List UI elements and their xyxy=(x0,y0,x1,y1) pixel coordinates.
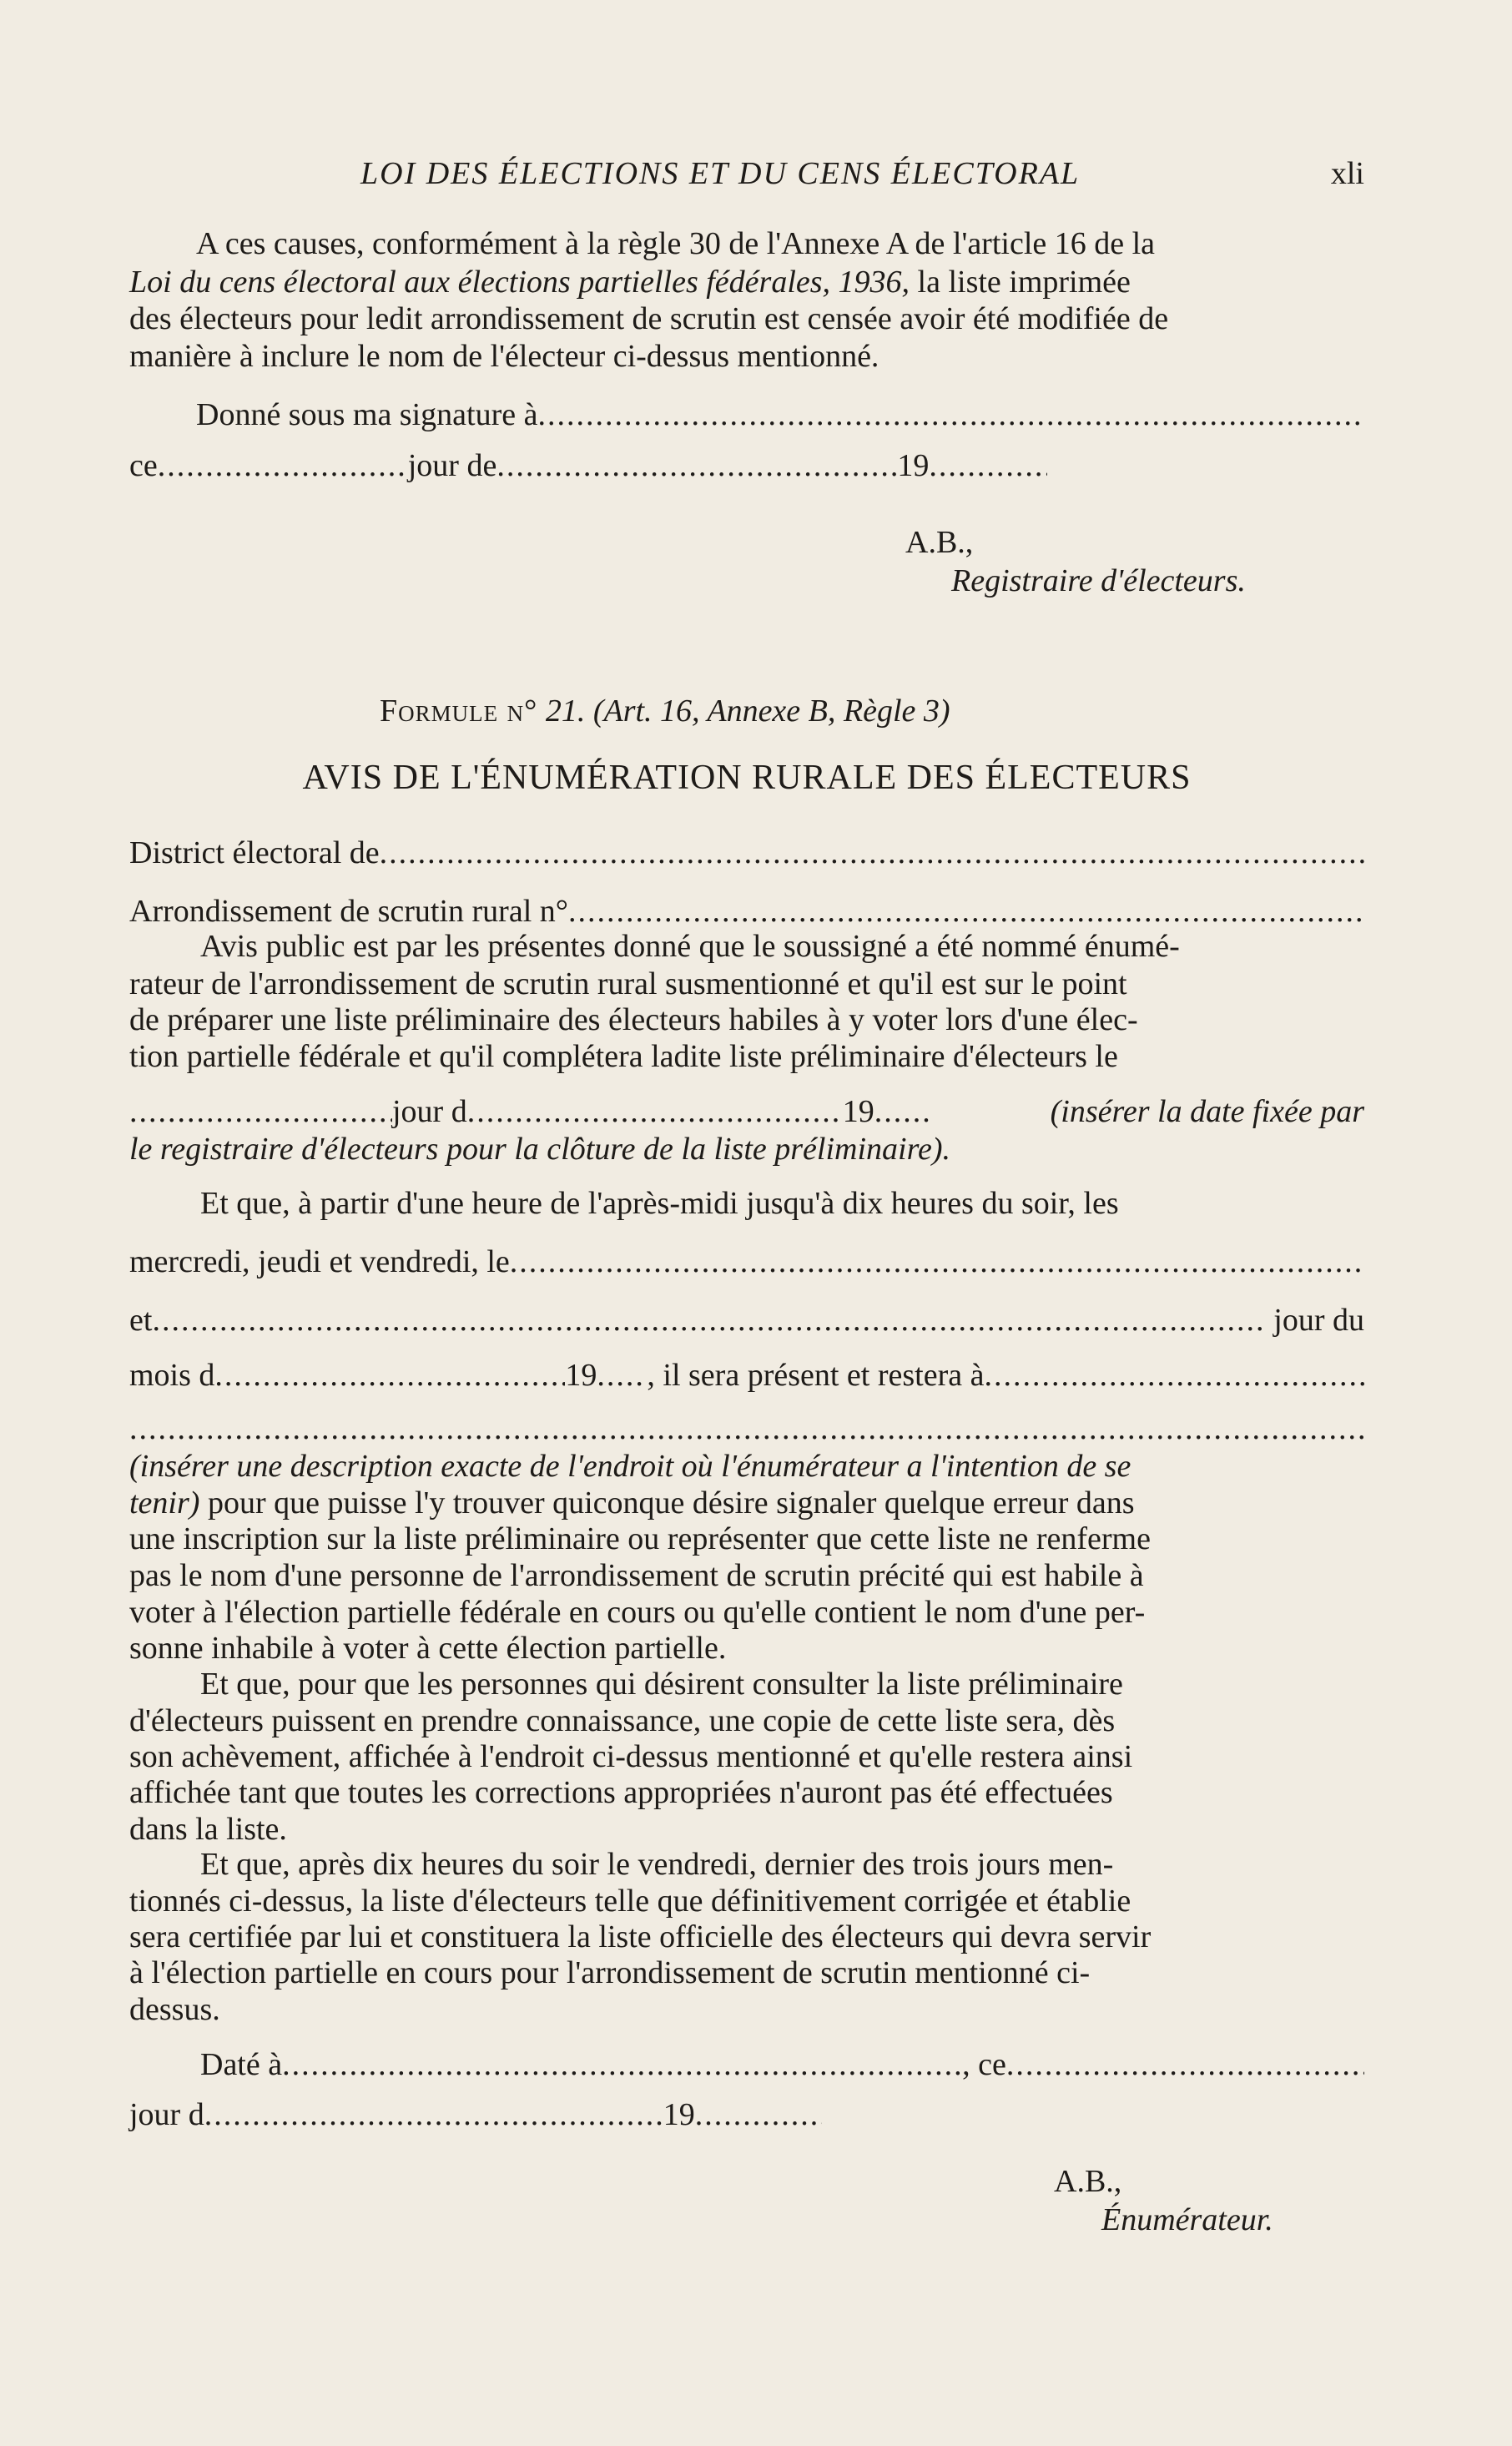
fill-dots xyxy=(152,1302,1265,1339)
jour-d-label: jour d xyxy=(129,2097,204,2132)
para-line: sera certifiée par lui et constituera la liste officielle des électeurs qui devra servir xyxy=(129,1919,1152,1954)
para-text: Et que, à partir d'une heure de l'après-midi jusqu'à dix heures du soir, les xyxy=(200,1186,1119,1221)
para-line: sonne inhabile à voter à cette élection partielle. xyxy=(129,1631,727,1666)
para-text: Et que, pour que les personnes qui désirent consulter la liste préliminaire xyxy=(200,1667,1123,1702)
para-line: tion partielle fédérale et qu'il complétera ladite liste préliminaire d'électeurs le xyxy=(129,1039,1118,1074)
arrondissement-line xyxy=(129,893,1364,930)
jour-de-label: jour de xyxy=(407,448,497,483)
ce-label: ce xyxy=(129,448,158,483)
days-line xyxy=(129,1243,1364,1280)
signatory-title-text: Registraire d'électeurs. xyxy=(951,563,1246,598)
para-line: des électeurs pour ledit arrondissement de scrutin est censée avoir été modifiée de xyxy=(129,301,1169,336)
para-line: dans la liste. xyxy=(129,1812,287,1847)
para-line: affichée tant que toutes les corrections appropriées n'auront pas été effectuées xyxy=(129,1775,1113,1810)
fill-dots xyxy=(129,1410,1364,1447)
year-label: 19 xyxy=(897,448,930,483)
mois-label: mois d xyxy=(129,1358,215,1393)
signatory-title xyxy=(951,562,1368,599)
para-line xyxy=(129,1846,1364,1883)
jour-d-line xyxy=(129,2096,822,2133)
para-line: dessus. xyxy=(129,1992,220,2027)
date-line xyxy=(129,447,1047,484)
para-line: manière à inclure le nom de l'électeur ci-dessus mentionné. xyxy=(129,339,879,374)
date-a-label: Daté à xyxy=(200,2047,283,2082)
signed-at-line xyxy=(129,396,1364,433)
fill-dots xyxy=(568,893,1364,930)
days-label: mercredi, jeudi et vendredi, le xyxy=(129,1244,510,1279)
para-line: d'électeurs puissent en prendre connaissance, une copie de cette liste sera, dès xyxy=(129,1703,1116,1738)
law-title-italic: Loi du cens électoral aux élections partielles fédérales, 1936, xyxy=(129,265,910,300)
year-label: 19 xyxy=(565,1358,597,1393)
form-label-caps: Formule n° xyxy=(380,693,538,729)
fill-dots xyxy=(510,1243,1364,1280)
fill-dots xyxy=(282,2046,962,2083)
para-line: son achèvement, affichée à l'endroit ci-dessus mentionné et qu'elle restera ainsi xyxy=(129,1739,1133,1774)
fill-dots xyxy=(467,1093,843,1130)
district-line xyxy=(129,835,1364,871)
present-text: , il sera présent et restera à xyxy=(647,1358,985,1393)
para-line xyxy=(129,1185,1364,1222)
ce-label: , ce xyxy=(962,2047,1006,2082)
insert-date-instruction-end: le registraire d'électeurs pour la clôture de la liste préliminaire). xyxy=(129,1132,950,1167)
para-line xyxy=(129,1666,1364,1702)
year-label: 19 xyxy=(842,1094,874,1129)
mois-line xyxy=(129,1357,1364,1394)
page-number: xli xyxy=(1330,156,1364,191)
date-a-line xyxy=(129,2046,1364,2083)
para-text: Avis public est par les présentes donné que le soussigné a été nommé énumé- xyxy=(200,929,1180,964)
para-text: A ces causes, conformément à la règle 30 de l'Annexe A de l'article 16 de la xyxy=(196,226,1156,261)
para-line: à l'élection partielle en cours pour l'arrondissement de scrutin mentionné ci- xyxy=(129,1955,1091,1990)
district-label: District électoral de xyxy=(129,835,380,870)
fill-dots xyxy=(597,1357,647,1394)
form-label-ref: 21. (Art. 16, Annexe B, Règle 3) xyxy=(537,693,950,729)
para-line: rateur de l'arrondissement de scrutin rural susmentionné et qu'il est sur le point xyxy=(129,966,1127,1001)
insert-place-instruction: (insérer une description exacte de l'endroit où l'énumérateur a l'intention de se xyxy=(129,1449,1131,1484)
para-text: la liste imprimée xyxy=(910,265,1131,300)
running-header-title: LOI DES ÉLECTIONS ET DU CENS ÉLECTORAL xyxy=(360,156,1081,191)
para-text: Et que, après dix heures du soir le vendredi, dernier des trois jours men- xyxy=(200,1847,1114,1882)
fill-dots xyxy=(929,447,1047,484)
para-line xyxy=(129,928,1364,965)
fill-dots xyxy=(214,1357,565,1394)
signatory-name: A.B., xyxy=(905,525,974,560)
signatory-title xyxy=(1101,2201,1368,2238)
para-line: tionnés ci-dessus, la liste d'électeurs telle que définitivement corrigée et établie xyxy=(129,1884,1131,1919)
para-line xyxy=(129,1448,1364,1485)
para-line xyxy=(129,225,1364,262)
year-label: 19 xyxy=(663,2097,695,2132)
et-line xyxy=(129,1302,1364,1339)
para-line: pas le nom d'une personne de l'arrondissement de scrutin précité qui est habile à xyxy=(129,1558,1144,1593)
para-text: pour que puisse l'y trouver quiconque désire signaler quelque erreur dans xyxy=(199,1485,1135,1521)
form-title: AVIS DE L'ÉNUMÉRATION RURALE DES ÉLECTEURS xyxy=(302,759,1192,797)
jour-d-label: jour d xyxy=(392,1094,467,1129)
fill-dots xyxy=(984,1357,1364,1394)
para-line xyxy=(129,264,1364,300)
para-line xyxy=(129,1131,1364,1168)
para-line xyxy=(129,1485,1364,1521)
fill-dots xyxy=(204,2096,663,2133)
signatory-title-text: Énumérateur. xyxy=(1101,2202,1273,2237)
form-label xyxy=(380,693,1131,729)
closing-date-line xyxy=(129,1093,1364,1130)
jour-du-label: jour du xyxy=(1273,1303,1364,1338)
fill-dots xyxy=(874,1093,929,1130)
signatory-name: A.B., xyxy=(1054,2164,1122,2199)
fill-dots xyxy=(496,447,897,484)
fill-dots xyxy=(537,396,1364,433)
arrondissement-label: Arrondissement de scrutin rural n° xyxy=(129,894,568,929)
fill-dots xyxy=(695,2096,822,2133)
signed-at-label: Donné sous ma signature à xyxy=(196,397,538,432)
para-line: voter à l'élection partielle fédérale en cours ou qu'elle contient le nom d'une per- xyxy=(129,1595,1146,1630)
fill-dots xyxy=(1006,2046,1364,2083)
insert-place-instruction-end: tenir) xyxy=(129,1485,200,1521)
blank-dots-line xyxy=(129,1410,1364,1447)
fill-dots xyxy=(158,447,408,484)
fill-dots xyxy=(380,835,1364,871)
para-line: une inscription sur la liste préliminaire ou représenter que cette liste ne renferme xyxy=(129,1521,1151,1556)
para-line: de préparer une liste préliminaire des électeurs habiles à y voter lors d'une élec- xyxy=(129,1002,1138,1037)
fill-dots xyxy=(129,1093,392,1130)
insert-date-instruction: (insérer la date fixée par xyxy=(1050,1094,1364,1129)
et-label: et xyxy=(129,1303,153,1338)
